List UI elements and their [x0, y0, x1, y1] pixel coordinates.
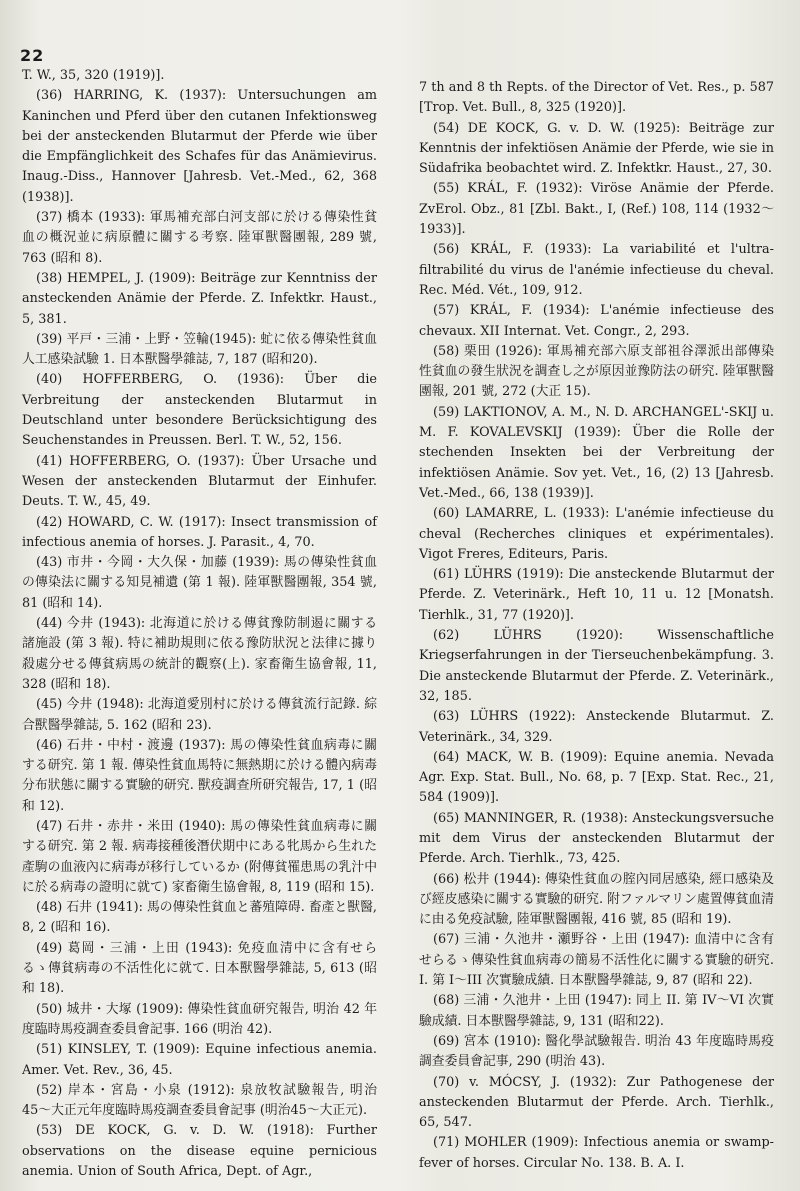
reference-entry: (46) 石井・中村・渡邊 (1937): 馬の傳染性貧血病毒に關する研究. 第 1 報. 傳染性貧血馬特に無熱期に於ける體內病毒分布狀態に關する實驗的研究. 獸疫調查所研究報告, 17, 1 (昭和 12). [22, 737, 377, 814]
reference-entry: (60) LAMARRE, L. (1933): L'anémie infectieuse du cheval (Recherches cliniques et expérimentales). Vigot Freres, Editeurs, Paris. [419, 506, 774, 562]
reference-entry: (56) KRÁL, F. (1933): La variabilité et l'ultra-filtrabilité du virus de l'anémie infectieuse du cheval. Rec. Méd. Vét., 109, 912. [419, 242, 774, 298]
page-number: 22 [20, 46, 45, 65]
reference-entry: (48) 石井 (1941): 馬の傳染性貧血と蕃殖障碍. 畜產と獸醫, 8, 2 (昭和 16). [22, 900, 377, 936]
reference-column-right [419, 78, 774, 1174]
reference-entry: (58) 栗田 (1926): 軍馬補充部六原支部祖谷澤派出部傳染性貧血の發生狀況を調查し之が原因並豫防法の研究. 陸軍獸醫團報, 201 號, 272 (大正 15). [419, 343, 774, 400]
reference-entry: (39) 平戸・三浦・上野・笠輪(1945): 虻に依る傳染性貧血人工感染試驗 1. 日本獸醫學雜誌, 7, 187 (昭和20). [22, 331, 377, 368]
reference-entry: (47) 石井・赤井・米田 (1940): 馬の傳染性貧血病毒に關する研究. 第 2 報. 病毒接種後潛伏期中にある牝馬から生れた產駒の血液內に病毒が移行しているか (附傳貧罹患馬の乳汁中に於る病毒の證明に就て) 家畜衛生協會報, 8, 119 (昭和 15). [22, 818, 377, 895]
reference-entry: (64) MACK, W. B. (1909): Equine anemia. Nevada Agr. Exp. Stat. Bull., No. 68, p. 7 [Exp. Stat. Rec., 21, 584 (1909)]. [419, 749, 774, 806]
reference-entry: (61) LÜHRS (1919): Die ansteckende Blutarmut der Pferde. Z. Veterinärk., Heft 10, 11 u. 12 [Monatsh. Tierhlk., 31, 77 (1920)]. [419, 567, 774, 623]
reference-entry: (69) 宮本 (1910): 醫化學試驗報告. 明治 43 年度臨時馬疫調查委員會記事, 290 (明治 43). [419, 1033, 774, 1070]
reference-entry: 7 th and 8 th Repts. of the Director of Vet. Res., p. 587 [Trop. Vet. Bull., 8, 325 (1920)]. [419, 80, 774, 116]
reference-entry: (63) LÜHRS (1922): Ansteckende Blutarmut. Z. Veterinärk., 34, 329. [419, 709, 774, 745]
reference-entry: (66) 松井 (1944): 傳染性貧血の腟內同居感染, 經口感染及び經皮感染に關する實驗的研究. 附ファルマリン處置傳貧血清に由る免疫試驗, 陸軍獸醫團報, 416 號, 85 (昭和 19). [419, 871, 774, 928]
reference-entry: (42) HOWARD, C. W. (1917): Insect transmission of infectious anemia of horses. J. Parasit., 4, 70. [22, 514, 377, 550]
reference-entry: (55) KRÁL, F. (1932): Viröse Anämie der Pferde. ZvErol. Obz., 81 [Zbl. Bakt., I, (Ref.) 108, 114 (1932〜1933)]. [419, 181, 774, 238]
reference-entry: (43) 市井・今岡・大久保・加藤 (1939): 馬の傳染性貧血の傳染法に關する知見補遺 (第 1 報). 陸軍獸醫團報, 354 號, 81 (昭和 14). [22, 555, 377, 611]
reference-entry: (49) 葛岡・三浦・上田 (1943): 免疫血清中に含有せらるゝ傳貧病毒の不活性化に就て. 日本獸醫學雜誌, 5, 613 (昭和 18). [22, 940, 377, 997]
reference-entry: (70) v. MÓCSY, J. (1932): Zur Pathogenese der ansteckenden Blutarmut der Pferde. Arch. Tierhlk., 65, 547. [419, 1074, 774, 1131]
reference-entry: (51) KINSLEY, T. (1909): Equine infectious anemia. Amer. Vet. Rev., 36, 45. [22, 1042, 377, 1078]
reference-entry: (44) 今井 (1943): 北海道に於ける傳貧豫防制遏に關する諸施設 (第 3 報). 特に補助規則に依る豫防狀況と法律に據り殺處分せる傳貧病馬の統計的觀察(上). 家畜衛生協會報, 11, 328 (昭和 18). [22, 616, 377, 692]
reference-entry: (45) 今井 (1948): 北海道愛別村に於ける傳貧流行記錄. 綜合獸醫學雜誌, 5. 162 (昭和 23). [22, 697, 377, 733]
reference-entry: (71) MOHLER (1909): Infectious anemia or swamp-fever of horses. Circular No. 138. B. A. I. [419, 1135, 774, 1171]
reference-entry: (37) 橋本 (1933): 軍馬補充部白河支部に於ける傳染性貧血の概況並に病原體に關する考察. 陸軍獸醫團報, 289 號, 763 (昭和 8). [22, 210, 377, 266]
reference-entry: (54) DE KOCK, G. v. D. W. (1925): Beiträge zur Kenntnis der infektiösen Anämie der Pferde, wie sie in Südafrika beobachtet wird. Z. Infektkr. Haust., 27, 30. [419, 120, 774, 177]
reference-entry: (68) 三浦・久池井・上田 (1947): 同上 II. 第 IV〜VI 次實驗成績. 日本獸醫學雜誌, 9, 131 (昭和22). [419, 993, 774, 1029]
reference-entry: (40) HOFFERBERG, O. (1936): Über die Verbreitung der ansteckenden Blutarmut in Deutschland unter besondere Berücksichtigung des Seuchenstandes in Preussen. Berl. T. W., 52, 156. [22, 372, 377, 449]
reference-entry: (67) 三浦・久池井・瀬野谷・上田 (1947): 血清中に含有せらるゝ傳染性貧血病毒の簡易不活性化に關する實驗的研究. I. 第 I〜III 次實驗成績. 日本獸醫學雜誌, 9, 87 (昭和 22). [419, 932, 774, 989]
reference-entry: (41) HOFFERBERG, O. (1937): Über Ursache und Wesen der ansteckenden Blutarmut der Einhufer. Deuts. T. W., 45, 49. [22, 453, 377, 510]
reference-column-left [22, 66, 377, 1182]
reference-entry: (38) HEMPEL, J. (1909): Beiträge zur Kenntniss der ansteckenden Anämie der Pferde. Z. Infektkr. Haust., 5, 381. [22, 270, 377, 327]
reference-entry: T. W., 35, 320 (1919)]. [22, 68, 165, 83]
reference-entry: (52) 岸本・宮島・小泉 (1912): 泉放牧試驗報告, 明治 45〜大正元年度臨時馬疫調查委員會記事 (明治45〜大正元). [22, 1082, 377, 1119]
reference-entry: (53) DE KOCK, G. v. D. W. (1918): Further observations on the disease equine pernicious anemia. Union of South Africa, Dept. of Agr., [22, 1123, 377, 1180]
reference-entry: (36) HARRING, K. (1937): Untersuchungen am Kaninchen und Pferd über den cutanen Infektionsweg bei der ansteckenden Blutarmut der Pferde wie über die Empfänglichkeit des Schafes für das Anämievirus. Inaug.-Diss., Hannover [Jahresb. Vet.-Med., 62, 368 (1938)]. [22, 88, 377, 205]
reference-entry: (59) LAKTIONOV, A. M., N. D. ARCHANGEL'-SKIJ u. M. F. KOVALEVSKIJ (1939): Über die Rolle der stechenden Insekten bei der Verbreitung der infektiösen Anämie. Sov yet. Vet., 16, (2) 13 [Jahresb. Vet.-Med., 66, 138 (1939)]. [419, 404, 774, 501]
reference-entry: (57) KRÁL, F. (1934): L'anémie infectieuse des chevaux. XII Internat. Vet. Congr., 2, 293. [419, 303, 774, 339]
reference-entry: (65) MANNINGER, R. (1938): Ansteckungsversuche mit dem Virus der ansteckenden Blutarmut der Pferde. Arch. Tierhlk., 73, 425. [419, 810, 774, 867]
reference-entry: (50) 城井・大塚 (1909): 傳染性貧血研究報告, 明治 42 年度臨時馬疫調查委員會記事. 166 (明治 42). [22, 1001, 377, 1037]
reference-entry: (62) LÜHRS (1920): Wissenschaftliche Kriegserfahrungen in der Tierseuchenbekämpfung. 3. Die ansteckende Blutarmut der Pferde. Z. Veterinärk., 32, 185. [419, 628, 774, 704]
